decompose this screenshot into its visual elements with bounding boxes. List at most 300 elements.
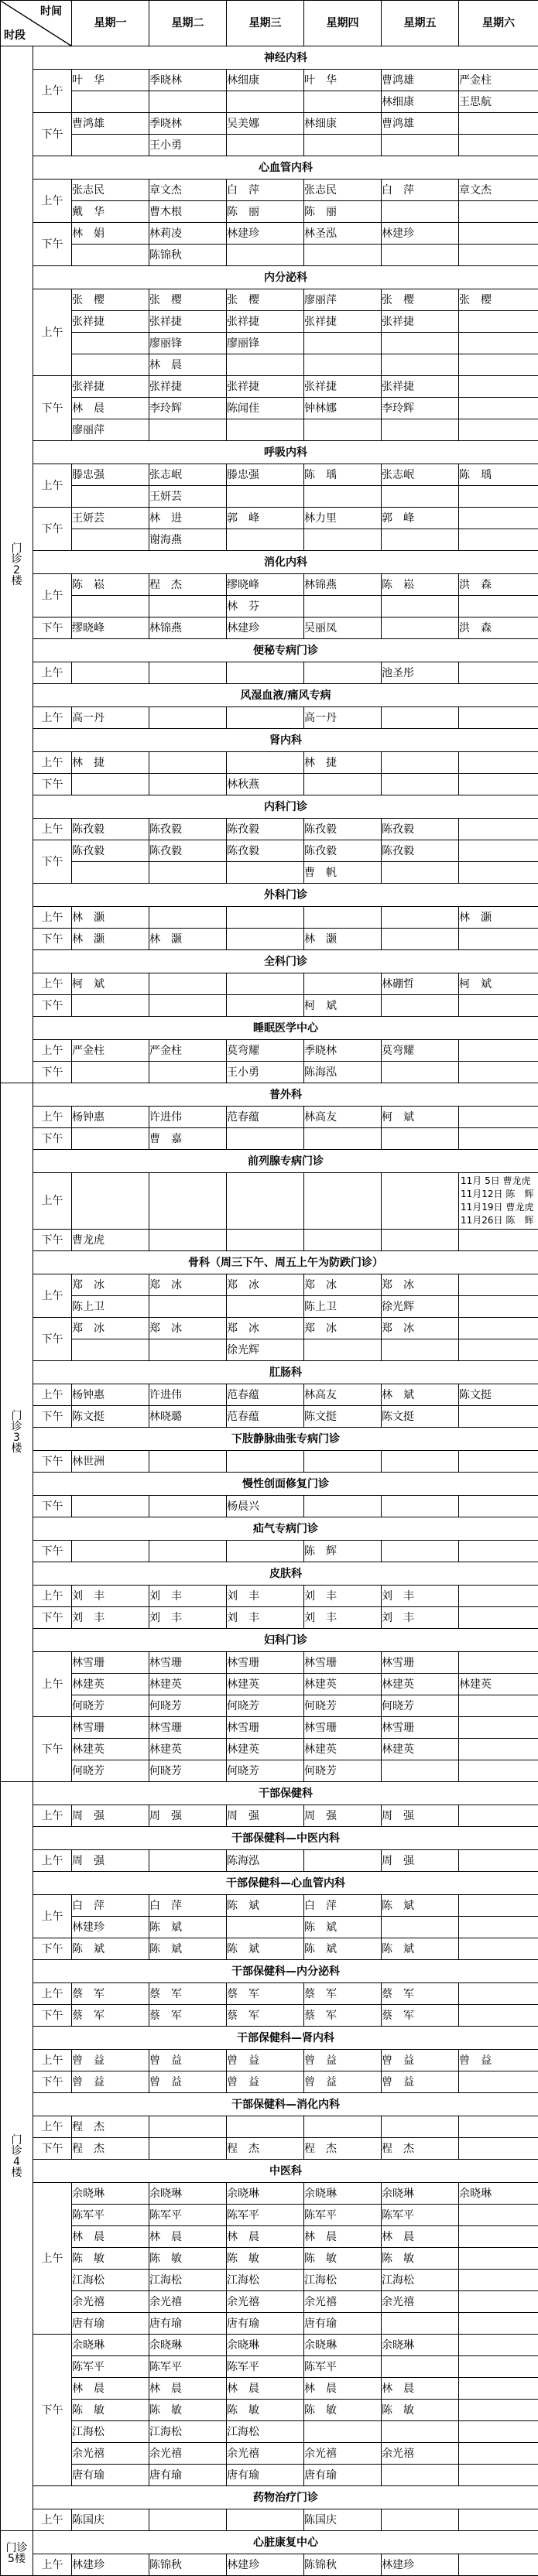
doctor-cell [304,2205,382,2226]
doctor-cell [382,1107,459,1128]
schedule-row [1,1760,538,1782]
doctor-name: 陈军平 [72,2210,149,2221]
department-header-row [1,950,538,973]
doctor-cell [459,1339,538,1361]
doctor-cell [227,70,304,91]
schedule-row [1,223,538,245]
doctor-cell [304,840,382,862]
period-cell: 下午 [33,1541,72,1562]
department-title: 全科门诊 [33,950,538,973]
doctor-name: 林建珍 [227,2560,303,2571]
doctor-cell [72,1406,149,1428]
doctor-name: 白 萍 [304,1900,381,1911]
doctor-cell [459,1384,538,1406]
doctor-cell [227,1296,304,1318]
doctor-cell [459,707,538,729]
schedule-row [1,1230,538,1251]
doctor-name: 蔡 军 [72,2010,149,2021]
doctor-cell [149,862,227,884]
doctor-cell [382,1917,459,1938]
doctor-name: 余光禧 [227,2448,303,2459]
schedule-row [1,1339,538,1361]
schedule-row [1,752,538,774]
period-cell: 下午 [33,995,72,1017]
doctor-cell [149,2270,227,2291]
building-label-char: 3 [1,1432,33,1443]
doctor-cell [72,995,149,1017]
doctor-name: 张 樱 [72,295,149,306]
doctor-name: 余晓琳 [382,2188,458,2199]
schedule-row [1,2050,538,2071]
doctor-cell [227,529,304,551]
period-cell: 上午 [33,1652,72,1717]
department-header-row [1,2093,538,2116]
doctor-cell [304,311,382,333]
doctor-name: 陈孜毅 [149,846,226,857]
doctor-cell [72,2421,149,2443]
doctor-name: 陈孜毅 [72,824,149,835]
doctor-cell [149,662,227,684]
doctor-cell [304,2400,382,2421]
doctor-cell [382,1983,459,2005]
doctor-cell [459,2335,538,2356]
doctor-cell [459,311,538,333]
doctor-cell [72,419,149,441]
doctor-cell [382,1230,459,1251]
doctor-cell [459,1607,538,1629]
doctor-cell [304,707,382,729]
day-header: 星期三 [227,1,304,46]
doctor-cell [149,2313,227,2335]
doctor-name: 蔡 军 [149,2010,226,2021]
doctor-cell [149,1760,227,1782]
doctor-cell [72,1850,149,1872]
doctor-cell [459,180,538,201]
doctor-name: 曾 益 [304,2077,381,2088]
doctor-cell [149,1917,227,1938]
period-cell: 上午 [33,819,72,840]
department-header-row [1,156,538,180]
doctor-cell [149,2465,227,2486]
doctor-name: 林 晨 [149,2232,226,2242]
schedule-row [1,1318,538,1339]
doctor-name: 曾 益 [72,2055,149,2066]
doctor-cell [459,1760,538,1782]
doctor-name: 柯 斌 [304,1001,381,1011]
doctor-cell [227,840,304,862]
doctor-cell [304,91,382,113]
doctor-cell [227,973,304,995]
building-label-char: 4 [1,2157,33,2167]
doctor-cell [227,376,304,398]
doctor-name: 林 芬 [227,601,303,612]
doctor-name: 程 杰 [149,580,226,590]
period-cell: 下午 [33,376,72,441]
doctor-name: 高一丹 [304,713,381,724]
doctor-cell [382,2071,459,2093]
period-cell: 上午 [33,1586,72,1607]
doctor-cell [304,201,382,223]
doctor-cell [459,1850,538,1872]
doctor-cell [72,2270,149,2291]
doctor-cell [304,1384,382,1406]
schedule-row [1,774,538,795]
doctor-cell [72,113,149,135]
period-cell: 上午 [33,2050,72,2071]
schedule-row [1,1586,538,1607]
doctor-cell [459,2356,538,2378]
doctor-name: 张志民 [72,185,149,196]
department-header-row [1,729,538,752]
doctor-cell [227,486,304,508]
building-label-char: 诊 [1,1421,33,1432]
doctor-cell [459,2270,538,2291]
doctor-name: 白 萍 [382,185,458,196]
doctor-name: 陈 斌 [304,1944,381,1955]
doctor-cell [227,1983,304,2005]
doctor-cell [382,707,459,729]
doctor-name: 范春蕴 [227,1411,303,1422]
doctor-name: 余光禧 [227,2297,303,2307]
doctor-cell [304,1850,382,1872]
doctor-cell [149,2400,227,2421]
schedule-row [1,1739,538,1760]
doctor-cell [382,1674,459,1695]
doctor-name: 张 樱 [382,295,458,306]
doctor-cell [149,2291,227,2313]
doctor-name: 林 捷 [304,758,381,768]
doctor-name: 张祥捷 [304,381,381,392]
department-title: 下肢静脉曲张专病门诊 [33,1428,538,1451]
doctor-cell [149,311,227,333]
doctor-cell [382,1128,459,1150]
doctor-cell [459,1318,538,1339]
corner-header [1,1,72,46]
schedule-row [1,1541,538,1562]
doctor-name: 程 杰 [72,2143,149,2154]
doctor-cell [149,398,227,419]
doctor-cell [149,289,227,311]
doctor-name: 张 樱 [227,295,303,306]
doctor-name: 章文杰 [459,185,538,196]
doctor-cell [227,289,304,311]
department-header-row [1,1629,538,1652]
doctor-cell [382,2554,459,2576]
doctor-cell [72,1541,149,1562]
schedule-row [1,398,538,419]
doctor-cell [227,2443,304,2465]
doctor-name: 11月19日 曹龙虎 [461,1201,538,1214]
doctor-cell [72,354,149,376]
doctor-name: 曹鸿雄 [382,75,458,86]
schedule-row [1,180,538,201]
doctor-cell [304,70,382,91]
doctor-cell [382,752,459,774]
doctor-cell [459,2138,538,2160]
doctor-cell [227,1850,304,1872]
doctor-name: 陈 辉 [304,1546,381,1557]
doctor-name: 郑 冰 [227,1323,303,1334]
doctor-cell [227,1739,304,1760]
doctor-name: 滕忠强 [72,470,149,481]
department-header-row [1,2160,538,2183]
doctor-cell [459,929,538,950]
doctor-name: 唐有瑜 [72,2318,149,2329]
doctor-cell [149,1128,227,1150]
doctor-cell [304,1717,382,1739]
doctor-cell [304,929,382,950]
doctor-cell [459,464,538,486]
doctor-cell [72,774,149,795]
schedule-row [1,1173,538,1230]
schedule-row [1,464,538,486]
doctor-name: 陈 斌 [72,1944,149,1955]
doctor-name: 陈闻佳 [227,403,303,414]
doctor-name: 陈锦秋 [149,2560,226,2571]
department-title: 慢性创面修复门诊 [33,1473,538,1496]
doctor-name: 林建英 [304,1744,381,1755]
doctor-name: 陈 斌 [149,1922,226,1933]
doctor-name: 余光禧 [149,2448,226,2459]
doctor-name: 林 晨 [149,2383,226,2394]
doctor-cell [382,819,459,840]
doctor-cell [382,1541,459,1562]
doctor-cell [72,1586,149,1607]
doctor-cell [72,398,149,419]
doctor-cell [227,2138,304,2160]
doctor-cell [304,354,382,376]
doctor-cell [459,862,538,884]
doctor-name: 林建珍 [227,228,303,239]
doctor-name: 张 樱 [149,295,226,306]
doctor-name: 陈军平 [149,2210,226,2221]
doctor-cell [459,1062,538,1083]
doctor-cell [304,2554,382,2576]
period-cell: 上午 [33,1805,72,1827]
department-header-row [1,2486,538,2509]
doctor-cell [304,529,382,551]
doctor-cell [72,1938,149,1960]
period-cell: 下午 [33,774,72,795]
building-label-char: 门 [1,543,33,554]
doctor-name: 林建英 [382,1744,458,1755]
doctor-name: 张志岷 [382,470,458,481]
schedule-row [1,1128,538,1150]
doctor-cell [304,2509,382,2531]
doctor-cell [149,907,227,929]
doctor-cell [382,2335,459,2356]
doctor-name: 唐有瑜 [72,2470,149,2481]
doctor-name: 陈 敏 [149,2405,226,2416]
doctor-name: 蔡 军 [304,1989,381,2000]
doctor-name: 郑 冰 [149,1323,226,1334]
department-header-row [1,2027,538,2050]
doctor-cell [382,2050,459,2071]
doctor-cell [304,2421,382,2443]
doctor-cell [72,1451,149,1473]
doctor-cell [304,486,382,508]
doctor-cell [149,707,227,729]
doctor-cell [304,2443,382,2465]
doctor-name: 刘 丰 [227,1613,303,1623]
schedule-row [1,1674,538,1695]
doctor-name: 余晓琳 [304,2340,381,2351]
period-cell: 下午 [33,113,72,156]
doctor-cell [149,1739,227,1760]
doctor-cell [382,1760,459,1782]
doctor-cell [227,508,304,529]
doctor-cell [382,2400,459,2421]
doctor-cell [149,1586,227,1607]
doctor-cell [227,1384,304,1406]
doctor-cell [72,333,149,354]
doctor-cell [459,2205,538,2226]
period-cell: 上午 [33,1384,72,1406]
doctor-cell [304,1586,382,1607]
doctor-cell [304,2270,382,2291]
doctor-name: 林高友 [304,1390,381,1401]
schedule-row [1,1895,538,1917]
doctor-cell [459,2554,538,2576]
doctor-name: 叶 华 [72,75,149,86]
doctor-cell [149,2071,227,2093]
doctor-name: 林 灏 [72,934,149,945]
doctor-name: 范春蕴 [227,1112,303,1123]
doctor-name: 叶 华 [304,75,381,86]
doctor-cell [382,2421,459,2443]
schedule-row [1,201,538,223]
doctor-cell [304,973,382,995]
doctor-cell [304,862,382,884]
doctor-cell [227,1541,304,1562]
doctor-name: 何晓芳 [149,1701,226,1712]
period-cell: 下午 [33,2138,72,2160]
schedule-row [1,1406,538,1428]
doctor-cell [227,135,304,156]
doctor-cell [149,508,227,529]
doctor-cell [382,2248,459,2270]
doctor-cell [72,376,149,398]
schedule-row [1,311,538,333]
doctor-cell [227,1895,304,1917]
doctor-cell [459,574,538,596]
department-header-row [1,1562,538,1586]
schedule-row [1,1040,538,1062]
doctor-cell [72,1895,149,1917]
doctor-name: 林细康 [382,97,458,108]
doctor-cell [149,2205,227,2226]
doctor-cell [227,2400,304,2421]
time-label: 时间 [36,5,67,18]
doctor-name: 柯 斌 [72,979,149,990]
doctor-cell [227,707,304,729]
day-header: 星期五 [382,1,459,46]
doctor-cell [459,113,538,135]
doctor-cell [382,2226,459,2248]
doctor-cell [304,1062,382,1083]
doctor-name: 余晓琳 [72,2340,149,2351]
doctor-name: 陈 斌 [304,1922,381,1933]
doctor-cell [382,596,459,617]
doctor-cell [72,1040,149,1062]
doctor-cell [459,70,538,91]
doctor-cell [382,2443,459,2465]
department-title: 皮肤科 [33,1562,538,1586]
doctor-name: 曾 益 [382,2055,458,2066]
doctor-name: 蔡 军 [227,1989,303,2000]
doctor-cell [382,1586,459,1607]
doctor-cell [382,1274,459,1296]
doctor-cell [304,2005,382,2027]
doctor-name: 许进伟 [149,1112,226,1123]
doctor-name: 钟林娜 [304,403,381,414]
doctor-name: 曹 嘉 [149,1134,226,1144]
doctor-cell [149,91,227,113]
period-cell: 上午 [33,70,72,113]
schedule-row [1,2138,538,2160]
doctor-cell [149,376,227,398]
doctor-cell [304,907,382,929]
doctor-name: 白 萍 [149,1900,226,1911]
doctor-name: 陈国庆 [72,2515,149,2526]
schedule-row [1,135,538,156]
doctor-cell [459,529,538,551]
doctor-name: 陈文挺 [304,1411,381,1422]
doctor-name: 陈孜毅 [304,824,381,835]
schedule-row [1,91,538,113]
doctor-name: 何晓芳 [227,1701,303,1712]
schedule-row [1,1496,538,1517]
doctor-name: 周 强 [382,1811,458,1822]
doctor-cell [382,1318,459,1339]
doctor-name: 徐光辉 [382,1302,458,1312]
doctor-cell [382,1739,459,1760]
building-label-char: 2 [1,565,33,576]
doctor-cell [227,1695,304,1717]
doctor-name: 陈 崧 [382,580,458,590]
doctor-name: 廖丽锋 [227,338,303,349]
doctor-name: 陈上卫 [304,1302,381,1312]
doctor-cell [72,2138,149,2160]
schedule-row [1,354,538,376]
doctor-name: 唐有瑜 [149,2318,226,2329]
period-cell: 下午 [33,840,72,884]
doctor-name: 徐光辉 [227,1345,303,1356]
doctor-cell [459,2226,538,2248]
building-label [1,1083,33,1782]
doctor-name: 林 晨 [382,2232,458,2242]
doctor-name: 陈 敏 [227,2253,303,2264]
doctor-cell [149,1674,227,1695]
doctor-cell [382,245,459,266]
doctor-cell [149,973,227,995]
schedule-row [1,2378,538,2400]
doctor-cell [149,2005,227,2027]
department-title: 风湿血液/痛风专病 [33,684,538,707]
doctor-cell [304,2226,382,2248]
doctor-cell [382,1339,459,1361]
doctor-cell [227,1760,304,1782]
doctor-cell [72,2071,149,2093]
doctor-name: 林 晨 [72,403,149,414]
department-title: 干部保健科—消化内科 [33,2093,538,2116]
doctor-cell [304,376,382,398]
doctor-cell [304,995,382,1017]
doctor-cell [227,1274,304,1296]
doctor-name: 陈 瑀 [304,470,381,481]
doctor-cell [382,376,459,398]
doctor-cell [459,1652,538,1674]
